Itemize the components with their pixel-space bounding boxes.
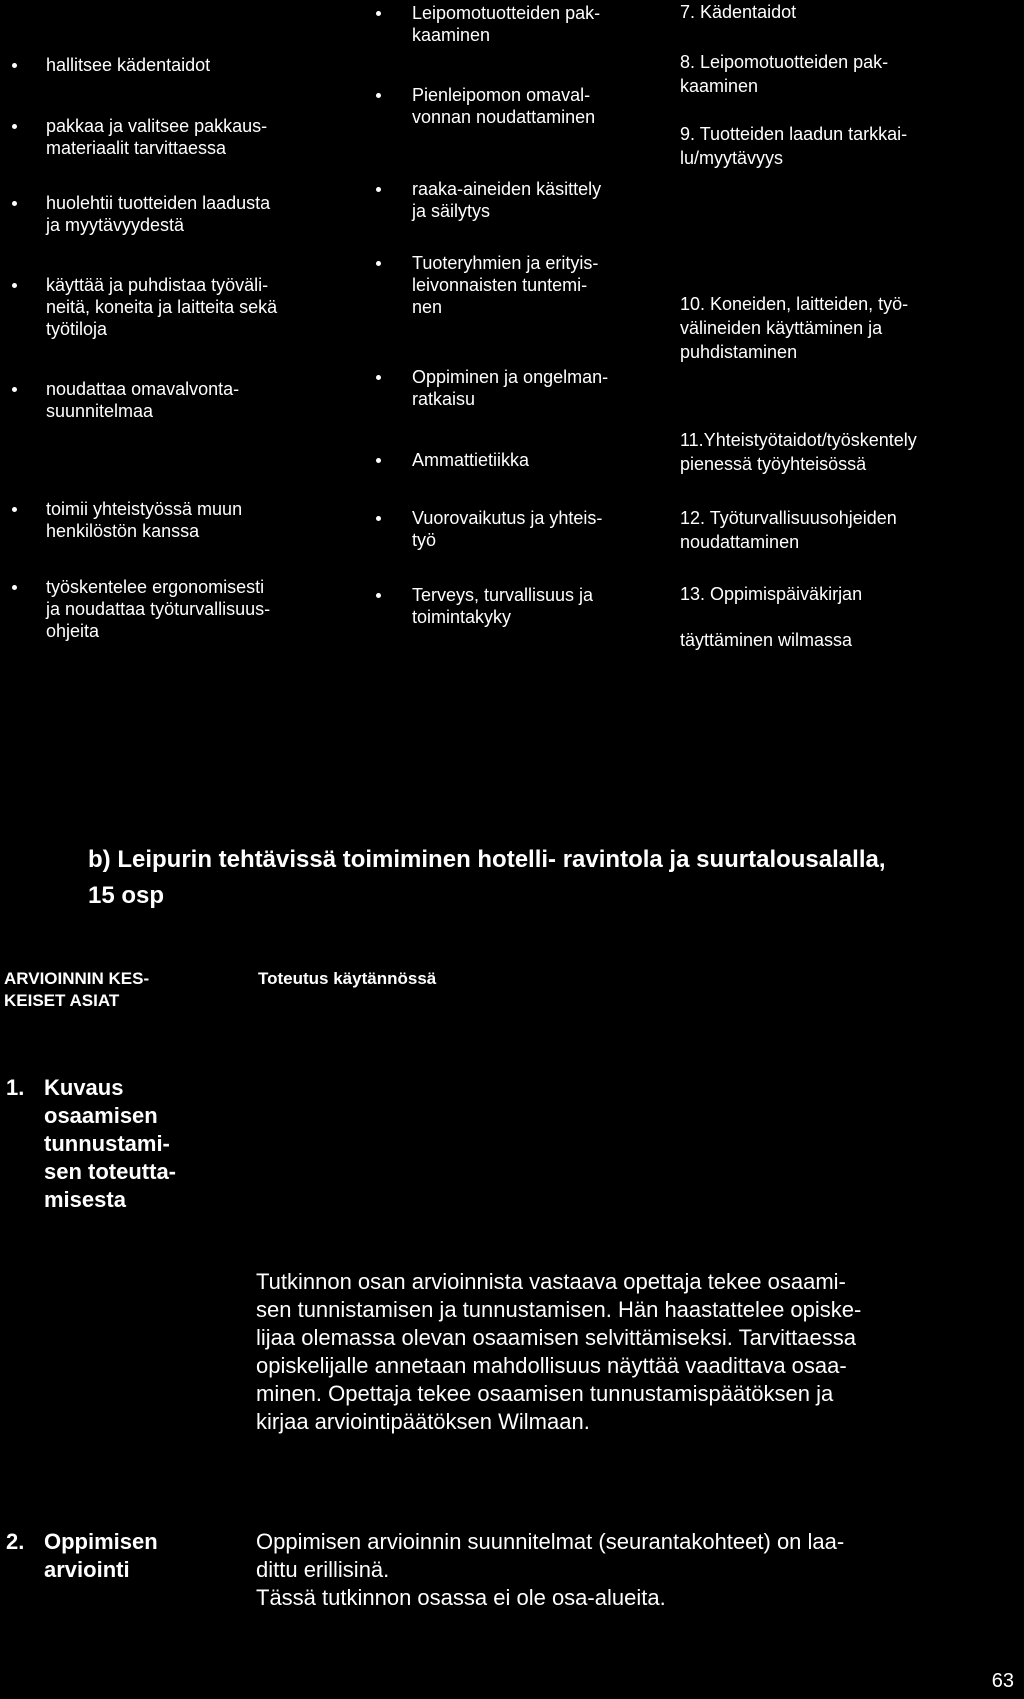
section-text: Oppimisen arvioinnin suunnitelmat (seurantakohteet) on laa- dittu erillisinä. Tässä tutkinnon osassa ei ole osa-alueita. [256,1529,845,1610]
list-item: pakkaa ja valitsee pakkaus- materiaalit tarvittaessa [46,115,267,159]
list-item: noudattaa omavalvonta- suunnitelmaa [46,378,239,422]
list-item: Vuorovaikutus ja yhteis- työ [412,507,602,551]
list-item: toimii yhteistyössä muun henkilöstön kanssa [46,498,242,542]
list-item: raaka-aineiden käsittely ja säilytys [412,178,601,222]
numbered-item: 8. Leipomotuotteiden pak- kaaminen [680,52,889,96]
bullet-icon [376,458,381,463]
list-item: hallitsee kädentaidot [46,54,210,76]
numbered-item: 7. Kädentaidot [680,2,797,22]
list-item: käyttää ja puhdistaa työväli- neitä, koneita ja laitteita sekä työtiloja [46,274,277,340]
numbered-item: 12. Työturvallisuusohjeiden noudattaminen [680,508,897,552]
numbered-item: täyttäminen wilmassa [680,630,853,650]
numbered-item: 13. Oppimispäiväkirjan [680,584,863,604]
numbered-item: 11.Yhteistyötaidot/työskentely pienessä työyhteisössä [680,430,917,474]
bullet-icon [376,375,381,380]
list-item: Oppiminen ja ongelman- ratkaisu [412,366,608,410]
section-number: 2. [6,1529,25,1554]
bullet-icon [12,585,17,590]
page-number: 63 [991,1670,1014,1692]
section-text: Tutkinnon osan arvioinnista vastaava opettaja tekee osaami- sen tunnistamisen ja tunnustamisen. Hän haastattelee opiske- lijaa olemassa olevan osaamisen selvittämiseksi. Tarvittaessa opiskelijalle annetaan mahdollisuus näyttää vaadittava osaa- minen. Opettaja tekee osaamisen tunnustamispäätöksen ja kirjaa arviointipäätöksen Wilmaan. [256,1269,862,1434]
bullet-icon [12,124,17,129]
section-heading: b) Leipurin tehtävissä toimiminen hotelli- ravintola ja suurtalousalalla, 15 osp [88,846,886,909]
section-number: 1. [6,1075,25,1100]
bullet-icon [376,593,381,598]
bullet-icon [376,261,381,266]
numbered-item: 10. Koneiden, laitteiden, työ- välineiden käyttäminen ja puhdistaminen [680,294,909,362]
bullet-icon [12,63,17,68]
list-item: Terveys, turvallisuus ja toimintakyky [412,584,593,628]
list-item: Pienleipomon omaval- vonnan noudattaminen [412,84,595,128]
bullet-icon [12,201,17,206]
bullet-icon [376,11,381,16]
bullet-icon [376,187,381,192]
section-title: Kuvaus osaamisen tunnustami- sen toteutta- misesta [44,1075,176,1212]
bullet-icon [376,93,381,98]
list-item: Leipomotuotteiden pak- kaaminen [412,2,600,46]
bullet-icon [12,387,17,392]
numbered-item: 9. Tuotteiden laadun tarkkai- lu/myytävyys [680,124,908,168]
table-header-left: ARVIOINNIN KES- KEISET ASIAT [4,969,150,1010]
bullet-icon [376,516,381,521]
bullet-icon [12,507,17,512]
list-item: huolehtii tuotteiden laadusta ja myytävyydestä [46,192,270,236]
section-title: Oppimisen arviointi [44,1529,158,1582]
list-item: Ammattietiikka [412,449,529,471]
list-item: työskentelee ergonomisesti ja noudattaa työturvallisuus- ohjeita [46,576,270,642]
bullet-icon [12,283,17,288]
table-header-right: Toteutus käytännössä [258,969,437,988]
list-item: Tuoteryhmien ja erityis- leivonnaisten tuntemi- nen [412,252,598,318]
